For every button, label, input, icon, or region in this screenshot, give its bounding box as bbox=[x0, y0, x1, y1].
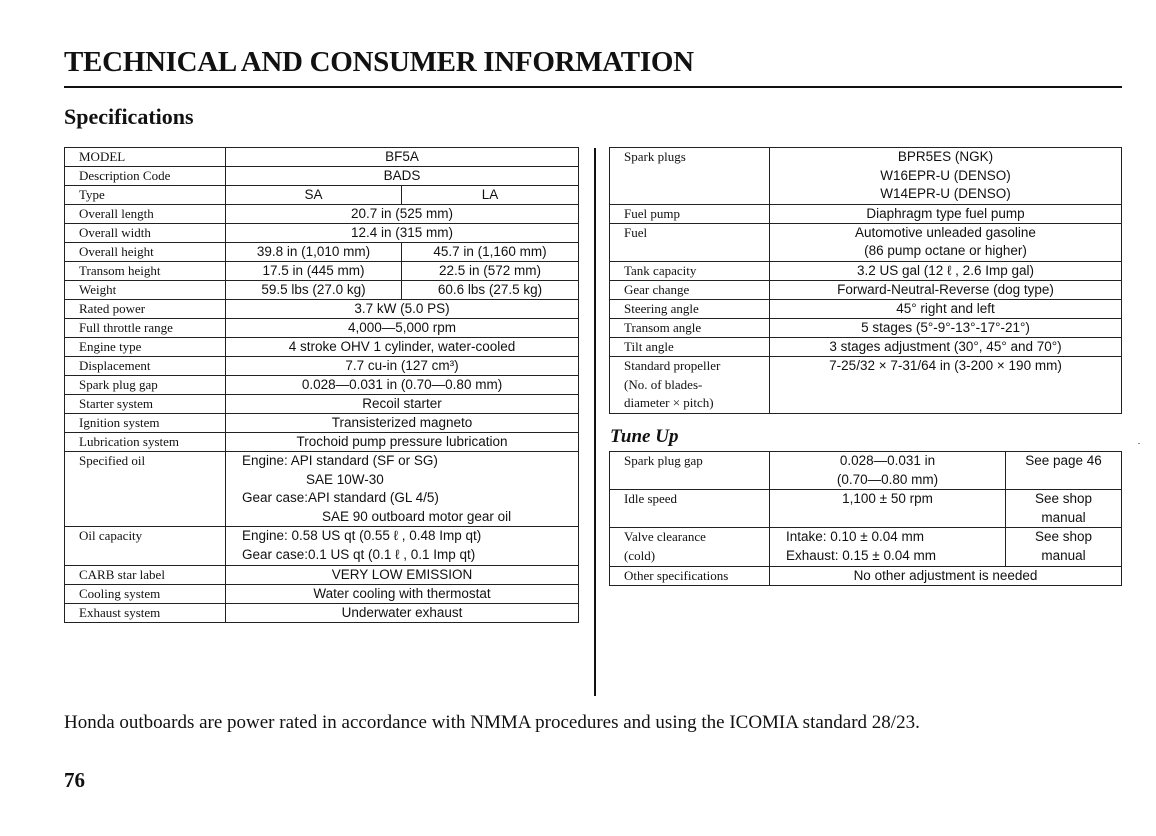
table-row bbox=[65, 414, 579, 433]
table-row bbox=[65, 395, 579, 414]
displacement-value: 7.7 cu-in (127 cm³) bbox=[226, 357, 579, 376]
idle-speed-label: Idle speed bbox=[610, 490, 770, 528]
table-row bbox=[65, 527, 579, 565]
tune-spark-plug-gap-value bbox=[770, 452, 1006, 490]
table-row bbox=[65, 376, 579, 395]
exhaust-system-value: Underwater exhaust bbox=[226, 603, 579, 622]
tilt-angle-value: 3 stages adjustment (30°, 45° and 70°) bbox=[770, 337, 1122, 356]
engine-type-value: 4 stroke OHV 1 cylinder, water-cooled bbox=[226, 338, 579, 357]
rated-power-value: 3.7 kW (5.0 PS) bbox=[226, 300, 579, 319]
table-row bbox=[65, 281, 579, 300]
table-row bbox=[65, 262, 579, 281]
model-label: MODEL bbox=[65, 148, 226, 167]
tank-capacity-label: Tank capacity bbox=[610, 261, 770, 280]
table-row bbox=[610, 356, 1122, 413]
section-subtitle: Specifications bbox=[64, 104, 194, 129]
overall-height-la: 45.7 in (1,160 mm) bbox=[402, 243, 579, 262]
cooling-system-value: Water cooling with thermostat bbox=[226, 584, 579, 603]
table-row bbox=[65, 148, 579, 167]
table-row bbox=[610, 337, 1122, 356]
valve-exhaust: Exhaust: 0.15 ± 0.04 mm bbox=[786, 547, 936, 563]
weight-la: 60.6 lbs (27.5 kg) bbox=[402, 281, 579, 300]
table-row bbox=[65, 584, 579, 603]
transom-height-sa: 17.5 in (445 mm) bbox=[226, 262, 402, 281]
propeller-label-line-2: (No. of blades- bbox=[624, 376, 703, 392]
engine-type-label: Engine type bbox=[65, 338, 226, 357]
gear-change-value: Forward-Neutral-Reverse (dog type) bbox=[770, 280, 1122, 299]
table-row bbox=[610, 204, 1122, 223]
footnote: Honda outboards are power rated in accordance with NMMA procedures and using the ICOMIA standard 28/23. bbox=[64, 712, 920, 733]
specified-oil-gear-case: Gear case:API standard (GL 4/5) bbox=[242, 490, 439, 506]
tank-capacity-value: 3.2 US gal (12 ℓ , 2.6 Imp gal) bbox=[770, 261, 1122, 280]
valve-ref-line-1: See shop bbox=[1034, 529, 1093, 545]
tune-spark-gap-inches: 0.028—0.031 in bbox=[839, 453, 936, 468]
spark-plugs-label: Spark plugs bbox=[610, 148, 770, 205]
valve-label-line-1: Valve clearance bbox=[624, 529, 706, 545]
propeller-label-line-3: diameter × pitch) bbox=[624, 395, 714, 411]
overall-length-value: 20.7 in (525 mm) bbox=[226, 205, 579, 224]
table-row bbox=[65, 205, 579, 224]
table-row bbox=[65, 243, 579, 262]
table-row bbox=[610, 452, 1122, 490]
type-la: LA bbox=[402, 186, 579, 205]
table-row bbox=[610, 280, 1122, 299]
standard-propeller-label bbox=[610, 356, 770, 413]
displacement-label: Displacement bbox=[65, 357, 226, 376]
ignition-system-label: Ignition system bbox=[65, 414, 226, 433]
oil-capacity-label: Oil capacity bbox=[65, 527, 226, 565]
spark-plug-gap-value: 0.028—0.031 in (0.70—0.80 mm) bbox=[226, 376, 579, 395]
table-row bbox=[65, 357, 579, 376]
specified-oil-engine: Engine: API standard (SF or SG) bbox=[242, 453, 438, 468]
ignition-system-value: Transisterized magneto bbox=[226, 414, 579, 433]
full-throttle-label: Full throttle range bbox=[65, 319, 226, 338]
page-title: TECHNICAL AND CONSUMER INFORMATION bbox=[64, 46, 694, 78]
overall-width-label: Overall width bbox=[65, 224, 226, 243]
starter-system-label: Starter system bbox=[65, 395, 226, 414]
tune-spark-gap-mm: (0.70—0.80 mm) bbox=[836, 471, 939, 487]
table-row bbox=[65, 603, 579, 622]
transom-angle-label: Transom angle bbox=[610, 318, 770, 337]
oil-capacity-gear-case: Gear case:0.1 US qt (0.1 ℓ , 0.1 Imp qt) bbox=[242, 546, 476, 562]
overall-length-label: Overall length bbox=[65, 205, 226, 224]
transom-angle-value: 5 stages (5°-9°-13°-17°-21°) bbox=[770, 318, 1122, 337]
table-row bbox=[65, 565, 579, 584]
weight-label: Weight bbox=[65, 281, 226, 300]
spark-plug-denso-1: W16EPR-U (DENSO) bbox=[880, 167, 1011, 183]
transom-height-label: Transom height bbox=[65, 262, 226, 281]
fuel-octane: (86 pump octane or higher) bbox=[864, 243, 1027, 259]
fuel-pump-value: Diaphragm type fuel pump bbox=[770, 204, 1122, 223]
lubrication-system-label: Lubrication system bbox=[65, 433, 226, 452]
valve-clearance-ref bbox=[1006, 528, 1122, 566]
description-code-value: BADS bbox=[226, 167, 579, 186]
type-label: Type bbox=[65, 186, 226, 205]
table-row bbox=[65, 224, 579, 243]
tune-up-table bbox=[609, 451, 1122, 586]
rated-power-label: Rated power bbox=[65, 300, 226, 319]
spark-plug-gap-label: Spark plug gap bbox=[65, 376, 226, 395]
table-row bbox=[65, 300, 579, 319]
table-row bbox=[610, 261, 1122, 280]
idle-ref-line-2: manual bbox=[1041, 509, 1086, 525]
other-specifications-label: Other specifications bbox=[610, 566, 770, 585]
idle-speed-value: 1,100 ± 50 rpm bbox=[770, 490, 1006, 528]
type-sa: SA bbox=[226, 186, 402, 205]
description-code-label: Description Code bbox=[65, 167, 226, 186]
steering-angle-value: 45° right and left bbox=[770, 299, 1122, 318]
page-number: 76 bbox=[64, 768, 85, 792]
table-row bbox=[65, 338, 579, 357]
table-row bbox=[65, 167, 579, 186]
table-row bbox=[610, 490, 1122, 528]
specified-oil-engine-grade: SAE 10W-30 bbox=[306, 471, 384, 487]
specifications-table-continued bbox=[609, 147, 1122, 414]
oil-capacity-value bbox=[226, 527, 579, 565]
overall-height-sa: 39.8 in (1,010 mm) bbox=[226, 243, 402, 262]
transom-height-la: 22.5 in (572 mm) bbox=[402, 262, 579, 281]
lubrication-system-value: Trochoid pump pressure lubrication bbox=[226, 433, 579, 452]
table-row bbox=[610, 566, 1122, 585]
tune-spark-plug-gap-label: Spark plug gap bbox=[610, 452, 770, 490]
column-divider bbox=[594, 148, 596, 696]
table-row bbox=[610, 299, 1122, 318]
scan-speck bbox=[1138, 443, 1140, 444]
specified-oil-label: Specified oil bbox=[65, 452, 226, 527]
carb-star-label: CARB star label bbox=[65, 565, 226, 584]
spark-plug-denso-2: W14EPR-U (DENSO) bbox=[880, 186, 1011, 202]
table-row bbox=[610, 148, 1122, 205]
table-row bbox=[65, 186, 579, 205]
valve-label-line-2: (cold) bbox=[624, 547, 656, 563]
model-value: BF5A bbox=[226, 148, 579, 167]
fuel-value bbox=[770, 223, 1122, 261]
table-row bbox=[65, 452, 579, 527]
steering-angle-label: Steering angle bbox=[610, 299, 770, 318]
standard-propeller-value: 7-25/32 × 7-31/64 in (3-200 × 190 mm) bbox=[770, 356, 1122, 413]
other-specifications-value: No other adjustment is needed bbox=[770, 566, 1122, 585]
overall-width-value: 12.4 in (315 mm) bbox=[226, 224, 579, 243]
table-row bbox=[65, 433, 579, 452]
idle-ref-line-1: See shop bbox=[1034, 491, 1093, 507]
specified-oil-gear-case-grade: SAE 90 outboard motor gear oil bbox=[322, 508, 512, 524]
fuel-pump-label: Fuel pump bbox=[610, 204, 770, 223]
cooling-system-label: Cooling system bbox=[65, 584, 226, 603]
table-row bbox=[610, 318, 1122, 337]
tune-up-title: Tune Up bbox=[610, 426, 679, 447]
table-row bbox=[610, 528, 1122, 566]
valve-clearance-value bbox=[770, 528, 1006, 566]
spark-plugs-value bbox=[770, 148, 1122, 205]
oil-capacity-engine: Engine: 0.58 US qt (0.55 ℓ , 0.48 Imp qt) bbox=[242, 528, 482, 544]
carb-star-value: VERY LOW EMISSION bbox=[226, 565, 579, 584]
title-rule bbox=[64, 86, 1122, 88]
table-row bbox=[610, 223, 1122, 261]
fuel-type: Automotive unleaded gasoline bbox=[855, 224, 1036, 240]
full-throttle-value: 4,000—5,000 rpm bbox=[226, 319, 579, 338]
spark-plug-ngk: BPR5ES (NGK) bbox=[897, 149, 994, 164]
propeller-label-line-1: Standard propeller bbox=[624, 357, 721, 373]
starter-system-value: Recoil starter bbox=[226, 395, 579, 414]
valve-ref-line-2: manual bbox=[1041, 547, 1086, 563]
fuel-label: Fuel bbox=[610, 223, 770, 261]
weight-sa: 59.5 lbs (27.0 kg) bbox=[226, 281, 402, 300]
exhaust-system-label: Exhaust system bbox=[65, 603, 226, 622]
specifications-table bbox=[64, 147, 579, 623]
specified-oil-value bbox=[226, 452, 579, 527]
tilt-angle-label: Tilt angle bbox=[610, 337, 770, 356]
table-row bbox=[65, 319, 579, 338]
idle-speed-ref bbox=[1006, 490, 1122, 528]
valve-intake: Intake: 0.10 ± 0.04 mm bbox=[786, 529, 924, 545]
overall-height-label: Overall height bbox=[65, 243, 226, 262]
tune-spark-plug-gap-ref: See page 46 bbox=[1006, 452, 1122, 490]
gear-change-label: Gear change bbox=[610, 280, 770, 299]
valve-clearance-label bbox=[610, 528, 770, 566]
